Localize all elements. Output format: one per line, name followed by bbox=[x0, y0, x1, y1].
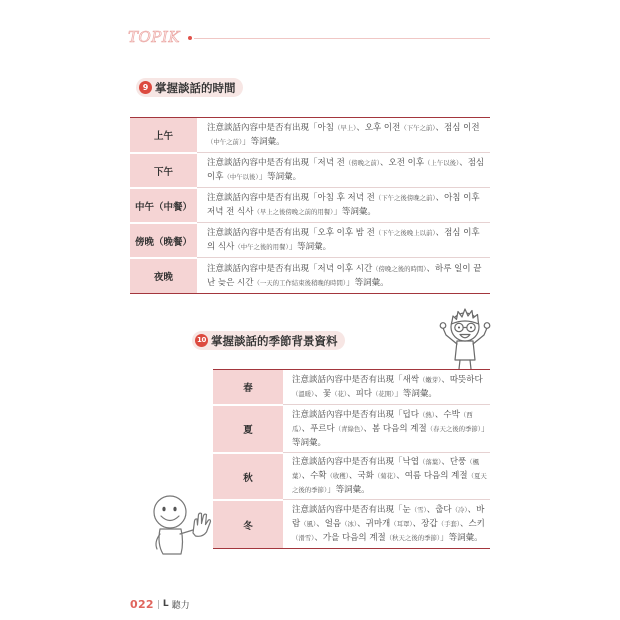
text-run: 注意談話內容中是否有出現「눈 bbox=[292, 505, 411, 515]
season-table bbox=[213, 369, 490, 549]
text-run: 、스키 bbox=[459, 519, 485, 529]
row-label: 秋 bbox=[213, 452, 283, 499]
row-description bbox=[292, 373, 487, 401]
row-description-cell bbox=[283, 404, 490, 452]
section-title: 掌握談話的時間 bbox=[155, 80, 236, 95]
gloss-translation: （冰） bbox=[341, 520, 358, 528]
text-run: 、봄 다음의 계절 bbox=[363, 423, 427, 434]
text-run: 、점심 이전 bbox=[435, 123, 480, 133]
gloss-translation: （一天的工作結束後稍晚的時間） bbox=[253, 278, 347, 287]
text-run: 、오전 이후 bbox=[380, 158, 425, 168]
row-description bbox=[207, 226, 485, 254]
text-run: 注意談話內容中是否有出現「아침 후 저녁 전 bbox=[207, 193, 375, 203]
text-run: 、장갑 bbox=[412, 519, 438, 529]
table-row bbox=[213, 452, 490, 499]
table-row bbox=[130, 257, 490, 293]
text-run: 、따뜻하다 bbox=[441, 375, 483, 385]
text-run: 、아침 이후 저녁 전 식사 bbox=[207, 193, 480, 217]
gloss-translation: （落葉） bbox=[418, 458, 442, 466]
gloss-translation: （楓葉） bbox=[292, 458, 480, 480]
gloss-translation: （中午之前） bbox=[207, 138, 243, 146]
gloss-translation: （手套） bbox=[437, 520, 460, 528]
text-run: 注意談話內容中是否有出現「저녁 전 bbox=[207, 158, 345, 168]
section-heading-season bbox=[192, 331, 345, 350]
text-run: 、춥다 bbox=[426, 505, 452, 515]
footer-separator bbox=[158, 600, 159, 609]
running-header-brand: TOPIK bbox=[128, 28, 181, 46]
text-run: 注意談話內容中是否有出現「저녁 이후 시간 bbox=[207, 263, 373, 274]
row-label: 傍晚（晚餐） bbox=[130, 222, 197, 257]
table-row bbox=[130, 187, 490, 222]
text-run: 、점심 이후의 식사 bbox=[207, 228, 480, 252]
text-run: 、바람 bbox=[292, 505, 485, 529]
text-run: 」等詞彙。 bbox=[333, 207, 376, 217]
cheering-glasses-character-icon bbox=[436, 305, 494, 371]
gloss-translation: （早上） bbox=[333, 124, 357, 132]
section-title: 掌握談話的季節背景資料 bbox=[211, 333, 338, 348]
text-run: 注意談話內容中是否有出現「오후 이후 밤 전 bbox=[207, 228, 375, 238]
row-description bbox=[207, 262, 485, 290]
text-run: 、귀마개 bbox=[357, 519, 391, 529]
text-run: 、오후 이전 bbox=[356, 123, 401, 133]
row-description bbox=[292, 455, 487, 497]
text-run: 、얼음 bbox=[316, 519, 342, 529]
text-run: 、피다 bbox=[347, 389, 373, 399]
row-label: 上午 bbox=[130, 118, 197, 152]
text-run: 注意談話內容中是否有出現「아침 bbox=[207, 123, 334, 133]
gloss-translation: （秋天之後的季節） bbox=[385, 534, 441, 542]
text-run: 、가을 다음의 계절 bbox=[314, 533, 386, 543]
header-rule bbox=[194, 38, 490, 39]
gloss-translation: （收穫） bbox=[326, 472, 349, 480]
text-run: 注意談話內容中是否有出現「덥다 bbox=[292, 409, 419, 420]
text-run: 注意談話內容中是否有出現「새싹 bbox=[292, 375, 419, 385]
text-run: 」等詞彙。 bbox=[242, 137, 285, 147]
row-description-cell bbox=[283, 370, 490, 404]
gloss-translation: （中午之後的用餐） bbox=[234, 243, 289, 251]
row-description bbox=[207, 156, 485, 184]
footer-section-name: 聽力 bbox=[171, 600, 190, 611]
section-number-badge: 9 bbox=[139, 81, 152, 94]
gloss-translation: （早上之後傍晚之前的用餐） bbox=[253, 208, 334, 216]
gloss-translation: （花） bbox=[331, 390, 348, 398]
row-description-cell bbox=[197, 187, 490, 222]
section-number-badge: 10 bbox=[195, 334, 208, 347]
gloss-translation: （上午以後） bbox=[424, 159, 460, 167]
gloss-translation: （青綠色） bbox=[334, 424, 364, 433]
table-row bbox=[130, 152, 490, 187]
table-row bbox=[213, 499, 490, 548]
gloss-translation: （溫暖） bbox=[292, 390, 315, 398]
table-row bbox=[213, 370, 490, 404]
page-footer bbox=[130, 597, 190, 611]
text-run: 、국화 bbox=[348, 471, 374, 481]
text-run: 、여름 다음의 계절 bbox=[396, 471, 468, 481]
time-table bbox=[130, 117, 490, 294]
row-label: 夏 bbox=[213, 404, 283, 452]
row-label: 春 bbox=[213, 370, 283, 404]
gloss-translation: （菊花） bbox=[373, 472, 397, 480]
row-label: 中午（中餐） bbox=[130, 187, 197, 222]
row-description-cell bbox=[197, 257, 490, 293]
text-run: 、점심 이후 bbox=[207, 158, 485, 182]
row-description-cell bbox=[197, 222, 490, 257]
row-label: 夜晚 bbox=[130, 257, 197, 293]
text-run: 、단풍 bbox=[441, 457, 467, 467]
row-description bbox=[207, 121, 485, 149]
table-row bbox=[213, 404, 490, 452]
footer-section-letter: L bbox=[162, 599, 169, 609]
row-description-cell bbox=[283, 452, 490, 499]
text-run: 」等詞彙。 bbox=[288, 242, 332, 252]
row-description bbox=[207, 191, 485, 219]
gloss-translation: （下午之後晚上以前） bbox=[374, 229, 436, 237]
gloss-translation: （中午以後） bbox=[223, 173, 259, 181]
text-run: 、수확 bbox=[301, 471, 327, 481]
table-row bbox=[130, 118, 490, 152]
page-number: 022 bbox=[130, 597, 154, 611]
text-run: 」等詞彙。 bbox=[327, 485, 370, 495]
section-heading-time bbox=[136, 78, 243, 97]
row-description-cell bbox=[283, 499, 490, 548]
text-run: 」等詞彙。 bbox=[292, 423, 486, 448]
text-run: 」等詞彙。 bbox=[258, 172, 302, 182]
row-description bbox=[292, 503, 487, 545]
gloss-translation: （夏天之後的季節） bbox=[292, 472, 487, 494]
gloss-translation: （傍晚之後的時間） bbox=[372, 264, 427, 273]
text-run: 、하루 일이 끝난 늦은 시간 bbox=[207, 263, 482, 288]
text-run: 」等詞彙。 bbox=[394, 389, 437, 399]
gloss-translation: （嫩芽） bbox=[418, 376, 442, 384]
header-dot bbox=[188, 36, 192, 40]
gloss-translation: （雪） bbox=[410, 506, 427, 514]
text-run: 」等詞彙。 bbox=[440, 533, 483, 543]
gloss-translation: （下午之後傍晚之前） bbox=[374, 194, 436, 202]
gloss-translation: （耳罩） bbox=[390, 520, 413, 528]
text-run: 、푸르다 bbox=[301, 423, 335, 434]
row-description bbox=[292, 408, 487, 450]
gloss-translation: （花開） bbox=[372, 390, 395, 398]
row-description-cell bbox=[197, 152, 490, 187]
text-run: 、수박 bbox=[434, 409, 460, 420]
gloss-translation: （春天之後的季節） bbox=[426, 424, 481, 433]
waving-smiling-character-icon bbox=[148, 492, 214, 558]
gloss-translation: （滑雪） bbox=[292, 534, 315, 542]
gloss-translation: （傍晚之前） bbox=[344, 159, 380, 167]
text-run: 注意談話內容中是否有出現「낙엽 bbox=[292, 457, 419, 467]
gloss-translation: （熱） bbox=[418, 410, 435, 419]
row-description-cell bbox=[197, 118, 490, 152]
table-row bbox=[130, 222, 490, 257]
gloss-translation: （西瓜） bbox=[292, 410, 473, 433]
row-label: 冬 bbox=[213, 499, 283, 548]
gloss-translation: （冷） bbox=[451, 506, 468, 514]
row-label: 下午 bbox=[130, 152, 197, 187]
gloss-translation: （下午之前） bbox=[400, 124, 436, 132]
text-run: 」等詞彙。 bbox=[346, 277, 389, 288]
text-run: 、꽃 bbox=[314, 389, 332, 399]
gloss-translation: （風） bbox=[300, 520, 317, 528]
